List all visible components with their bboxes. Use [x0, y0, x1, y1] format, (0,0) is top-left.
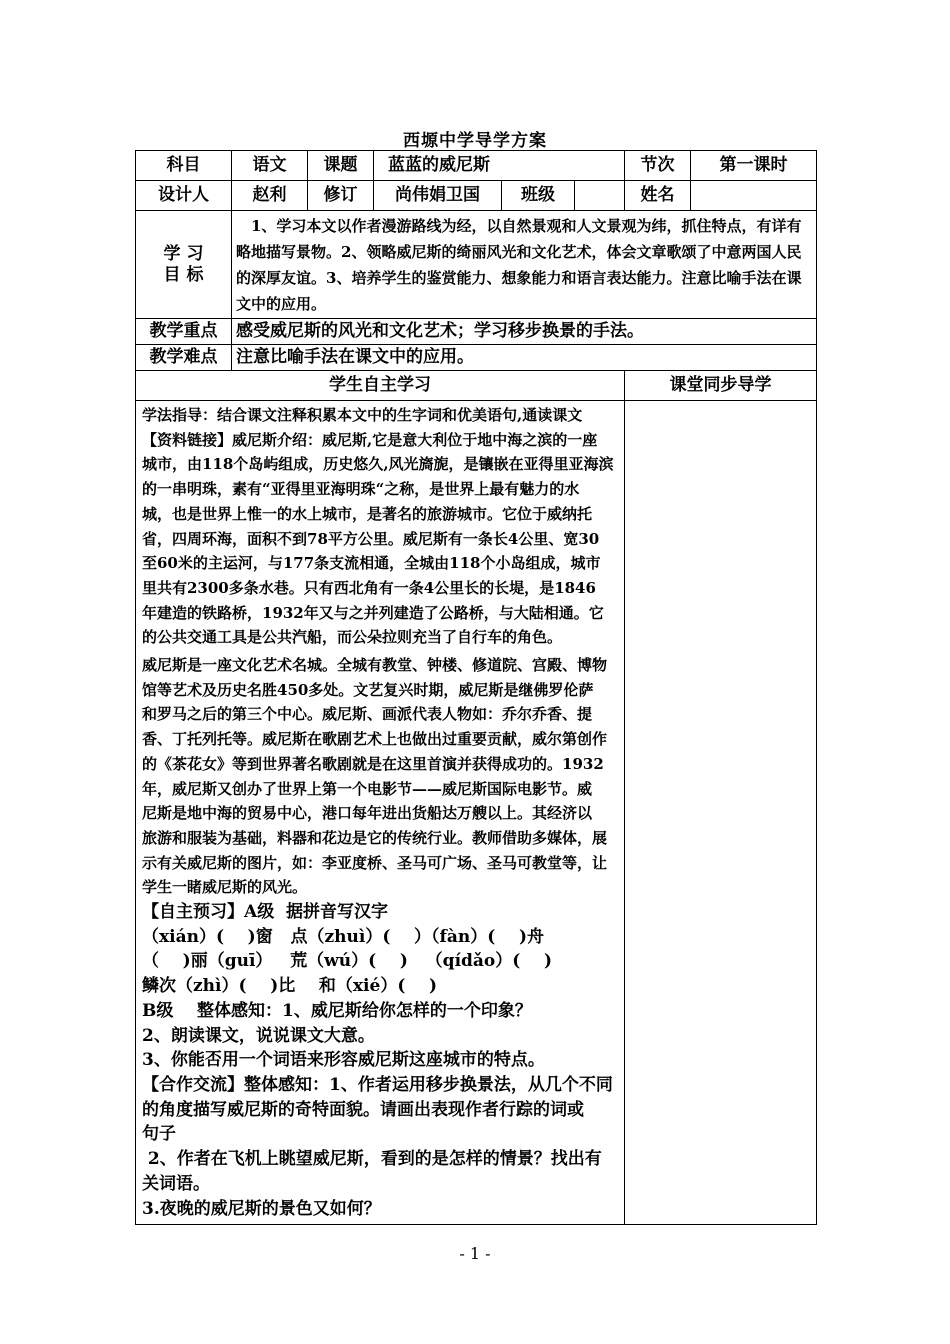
study-line: 示有关威尼斯的图片，如：李亚度桥、圣马可广场、圣马可教堂等，让 — [142, 853, 608, 872]
preview-line: 句子 — [142, 1124, 176, 1145]
objectives-label-line2: 目 标 — [163, 264, 204, 285]
preview-line: 【自主预习】A级 据拼音写汉字 — [142, 902, 389, 923]
study-line: 香、丁托列托等。威尼斯在歌剧艺术上也做出过重要贡献，威尔第创作 — [142, 730, 608, 749]
column-header-row — [136, 371, 817, 401]
preview-line: （ )丽（guī） 荒（wú）( ) （qídǎo）( ) — [142, 951, 553, 972]
study-line: 旅游和服装为基础，料器和花边是它的传统行业。教师借助多媒体，展 — [142, 828, 608, 847]
study-line: 城，也是世界上惟一的水上城市，是著名的旅游城市。它位于威纳托 — [142, 504, 593, 523]
study-line: 【资料链接】威尼斯介绍：威尼斯,它是意大利位于地中海之滨的一座 — [142, 430, 598, 449]
document-title: 西塬中学导学方案 — [403, 131, 547, 151]
key-point-row — [136, 319, 817, 345]
class-value[interactable] — [575, 181, 625, 211]
preview-exercises — [142, 900, 620, 1221]
study-line: 的一串明珠，素有“亚得里亚海明珠“之称，是世界上最有魅力的水 — [142, 480, 580, 499]
designer-label: 设计人 — [136, 181, 232, 211]
objectives-row — [136, 211, 817, 319]
objectives-label — [136, 211, 232, 319]
key-point-label: 教学重点 — [136, 319, 232, 345]
study-line: 尼斯是地中海的贸易中心，港口每年进出货船达万艘以上。其经济以 — [142, 804, 593, 823]
study-line: 馆等艺术及历史名胜450多处。文艺复兴时期，威尼斯是继佛罗伦萨 — [142, 680, 594, 699]
header-row-2 — [136, 181, 817, 211]
preview-line: 关词语。 — [142, 1173, 210, 1194]
preview-line: 3.夜晚的威尼斯的景色又如何？ — [142, 1198, 381, 1219]
study-line: 年，威尼斯又创办了世界上第一个电影节——威尼斯国际电影节。威 — [142, 779, 593, 798]
study-line: 学生一睹威尼斯的风光。 — [142, 878, 308, 897]
topic-value: 蓝蓝的威尼斯 — [374, 151, 625, 181]
study-line: 和罗马之后的第三个中心。威尼斯、画派代表人物如：乔尔乔香、提 — [142, 705, 593, 724]
study-line: 省，四周环海，面积不到78平方公里。威尼斯有一条长4公里、宽30 — [142, 529, 600, 548]
study-line: 学法指导：结合课文注释积累本文中的生字词和优美语句,通读课文 — [142, 406, 583, 424]
revise-label: 修订 — [308, 181, 374, 211]
study-row — [136, 401, 817, 1225]
subject-label: 科目 — [136, 151, 232, 181]
name-label: 姓名 — [625, 181, 691, 211]
preview-line: 鳞次（zhì）( )比 和（xié）( ) — [142, 976, 438, 997]
study-line: 城市，由118个岛屿组成，历史悠久,风光旖旎，是镶嵌在亚得里亚海滨 — [142, 455, 614, 474]
study-line: 年建造的铁路桥，1932年又与之并列建造了公路桥，与大陆相通。它 — [142, 603, 604, 622]
name-value[interactable] — [691, 181, 817, 211]
study-line: 威尼斯是一座文化艺术名城。全城有教堂、钟楼、修道院、宫殿、博物 — [142, 656, 608, 675]
preview-line: 2、朗读课文，说说课文大意。 — [142, 1025, 375, 1046]
revise-value: 尚伟娟卫国 — [374, 181, 502, 211]
study-material — [142, 403, 620, 900]
preview-line: 【合作交流】整体感知：1、作者运用移步换景法，从几个不同 — [142, 1074, 613, 1095]
preview-line: 3、你能否用一个词语来形容威尼斯这座城市的特点。 — [142, 1050, 545, 1071]
student-study-header: 学生自主学习 — [136, 371, 625, 401]
student-study-content — [136, 401, 625, 1225]
study-line: 的公共交通工具是公共汽船，而公朵拉则充当了自行车的角色。 — [142, 628, 563, 647]
preview-line: 2、作者在飞机上眺望威尼斯，看到的是怎样的情景？找出有 — [142, 1149, 602, 1170]
study-line: 里共有2300多条水巷。只有西北角有一条4公里长的长堤，是1846 — [142, 578, 596, 597]
study-line: 至60米的主运河，与177条支流相通，全城由118个小岛组成，城市 — [142, 554, 601, 573]
topic-label: 课题 — [308, 151, 374, 181]
objectives-text: 1、学习本文以作者漫游路线为经，以自然景观和人文景观为纬，抓住特点，有详有略地描写景物。2、领略威尼斯的绮丽风光和文化艺术，体会文章歌颂了中意两国人民的深厚友谊。3、培养学生的鉴赏能力、想象能力和语言表达能力。注意比喻手法在课文中的应用。 — [232, 211, 817, 319]
designer-value: 赵利 — [232, 181, 308, 211]
class-label: 班级 — [502, 181, 575, 211]
subject-value: 语文 — [232, 151, 308, 181]
page-number: - 1 - — [459, 1244, 491, 1263]
period-label: 节次 — [625, 151, 691, 181]
preview-line: （xián）( )窗 点（zhuì）( ）（fàn）( )舟 — [142, 926, 544, 947]
preview-line: B级 整体感知：1、威尼斯给你怎样的一个印象？ — [142, 1000, 532, 1021]
difficulty-label: 教学难点 — [136, 345, 232, 371]
class-guide-header: 课堂同步导学 — [625, 371, 817, 401]
preview-line: 的角度描写威尼斯的奇特面貌。请画出表现作者行踪的词或 — [142, 1099, 584, 1120]
class-guide-content[interactable] — [625, 401, 817, 1225]
header-row-1 — [136, 151, 817, 181]
key-point-text: 感受威尼斯的风光和文化艺术；学习移步换景的手法。 — [232, 319, 817, 345]
objectives-label-line1: 学 习 — [163, 243, 204, 264]
difficulty-text: 注意比喻手法在课文中的应用。 — [232, 345, 817, 371]
period-value: 第一课时 — [691, 151, 817, 181]
difficulty-row — [136, 345, 817, 371]
lesson-plan-table — [135, 150, 817, 1225]
study-line: 的《茶花女》等到世界著名歌剧就是在这里首演并获得成功的。1932 — [142, 754, 604, 773]
